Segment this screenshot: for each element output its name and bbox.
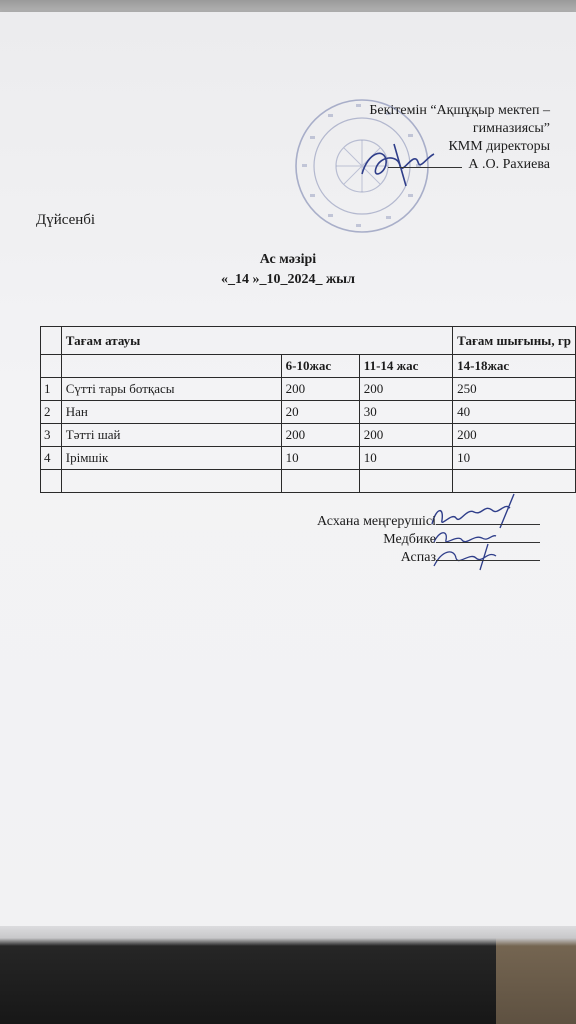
amount-6-10: 200 (281, 424, 359, 447)
menu-table (40, 326, 576, 493)
table-header-row (41, 327, 576, 355)
amount-6-10: 10 (281, 447, 359, 470)
food-name: Сүтті тары ботқасы (61, 378, 281, 401)
manager-row (280, 512, 540, 530)
director-name: А .О. Рахиева (468, 157, 550, 172)
approval-line-3: КММ директоры (448, 139, 550, 154)
row-number: 3 (41, 424, 62, 447)
table-cell-empty (61, 355, 281, 378)
amount-11-14: 10 (359, 447, 452, 470)
staff-signatures (280, 512, 540, 566)
cook-label: Аспаз (400, 550, 436, 565)
amount-11-14: 200 (359, 378, 452, 401)
approval-line-2: гимназиясы” (472, 121, 550, 136)
approval-line-1: Бекітемін “Ақшұқыр мектеп – (369, 103, 550, 118)
approval-line-4 (330, 156, 550, 174)
age-group-2: 11-14 жас (359, 355, 452, 378)
header-consumption: Тағам шығыны, гр (453, 327, 576, 355)
amount-14-18: 250 (453, 378, 576, 401)
table-age-row (41, 355, 576, 378)
table-row (41, 401, 576, 424)
table-cell-empty (281, 470, 359, 493)
food-name: Ірімшік (61, 447, 281, 470)
table-cell-empty (41, 470, 62, 493)
row-number: 1 (41, 378, 62, 401)
manager-label: Асхана меңгерушісі (317, 514, 436, 529)
signature-line (436, 548, 540, 561)
amount-14-18: 10 (453, 447, 576, 470)
table-cell-empty (61, 470, 281, 493)
amount-11-14: 200 (359, 424, 452, 447)
signature-line (388, 167, 462, 168)
menu-date: «_14 »_10_2024_ жыл (221, 272, 355, 287)
age-group-3: 14-18жас (453, 355, 576, 378)
signature-line (436, 512, 540, 525)
table-cell-empty (41, 327, 62, 355)
header-food-name: Тағам атауы (61, 327, 452, 355)
food-name: Нан (61, 401, 281, 424)
amount-6-10: 200 (281, 378, 359, 401)
menu-title: Ас мәзірі (259, 252, 317, 267)
amount-6-10: 20 (281, 401, 359, 424)
weekday-label: Дүйсенбі (36, 212, 96, 228)
age-group-1: 6-10жас (281, 355, 359, 378)
amount-14-18: 200 (453, 424, 576, 447)
table-row (41, 378, 576, 401)
nurse-label: Медбике (383, 532, 436, 547)
page-bottom-edge (0, 926, 576, 946)
nurse-row (280, 530, 540, 548)
amount-14-18: 40 (453, 401, 576, 424)
row-number: 2 (41, 401, 62, 424)
table-row (41, 424, 576, 447)
cook-row (280, 548, 540, 566)
food-name: Тәтті шай (61, 424, 281, 447)
dark-foreground (0, 926, 576, 1024)
amount-11-14: 30 (359, 401, 452, 424)
table-cell-empty (41, 355, 62, 378)
table-row (41, 447, 576, 470)
signature-line (436, 530, 540, 543)
approval-block (330, 102, 550, 174)
row-number: 4 (41, 447, 62, 470)
